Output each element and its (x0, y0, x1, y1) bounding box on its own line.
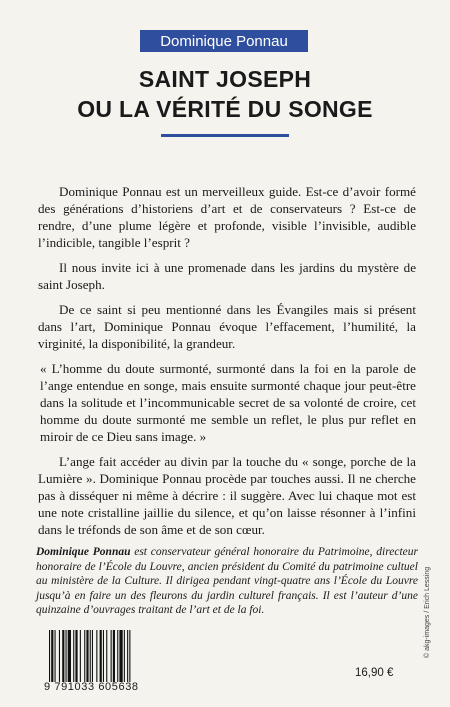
author-bio-name: Dominique Ponnau (36, 546, 131, 558)
isbn-number: 9 791033 605638 (44, 681, 139, 693)
author-name-banner: Dominique Ponnau (140, 30, 308, 52)
author-bio (36, 545, 418, 618)
book-title-line-2: OU LA VÉRITÉ DU SONGE (77, 96, 373, 122)
barcode (47, 630, 162, 682)
blurb-paragraph: Dominique Ponnau est un merveilleux guide. Est-ce d’avoir formé des générations d’historiens d’art et de conservateurs ? Est-ce de rendre, d’une plume légère et profonde, visible l’invisible, audible l’indicible, tangible l’esprit ? (38, 184, 416, 250)
blurb-paragraph: De ce saint si peu mentionné dans les Évangiles mais si présent dans l’art, Dominique Ponnau évoque l’effacement, l’humilité, la virginité, la disponibilité, la grandeur. (38, 302, 416, 351)
blurb-text (38, 183, 416, 546)
blurb-paragraph: Il nous invite ici à une promenade dans les jardins du mystère de saint Joseph. (38, 260, 416, 292)
author-bio-text: est conservateur général honoraire du Patrimoine, directeur honoraire de l’École du Louvre, ancien président du Comité du patrimoine cultuel au ministère de la Culture. Il dirigea pendant vingt-quatre ans l’École du Louvre jusqu’à en faire un des fleurons du jardin culturel français. Il est l’auteur d’une quinzaine d’ouvrages traitant de l’art et de la foi. (36, 546, 418, 617)
title-divider (161, 134, 289, 137)
price: 16,90 € (355, 667, 394, 679)
blurb-quote: « L’homme du doute surmonté, surmonté dans la foi en la parole de l’ange entendue en songe, mais ensuite surmonté chaque jour peut-être dans la solitude et l’incommunicable secret de sa volonté de croire, cet homme du doute surmonté me semble un reflet, le plus pur reflet en miroir de ce Dieu sans image. » (40, 361, 416, 444)
photo-credit: © akg-images / Erich Lessing (424, 566, 431, 658)
blurb-paragraph: L’ange fait accéder au divin par la touche du « songe, porche de la Lumière ». Dominique Ponnau procède par touches aussi. Il ne cherche pas à disséquer ni même à décrire : il suggère. Avec lui chaque mot est une note cristalline jaillie du silence, et qu’on laisse résonner à l’infini dans le tréfonds de son âme et de son cœur. (38, 454, 416, 537)
book-title-line-1: SAINT JOSEPH (138, 66, 312, 92)
